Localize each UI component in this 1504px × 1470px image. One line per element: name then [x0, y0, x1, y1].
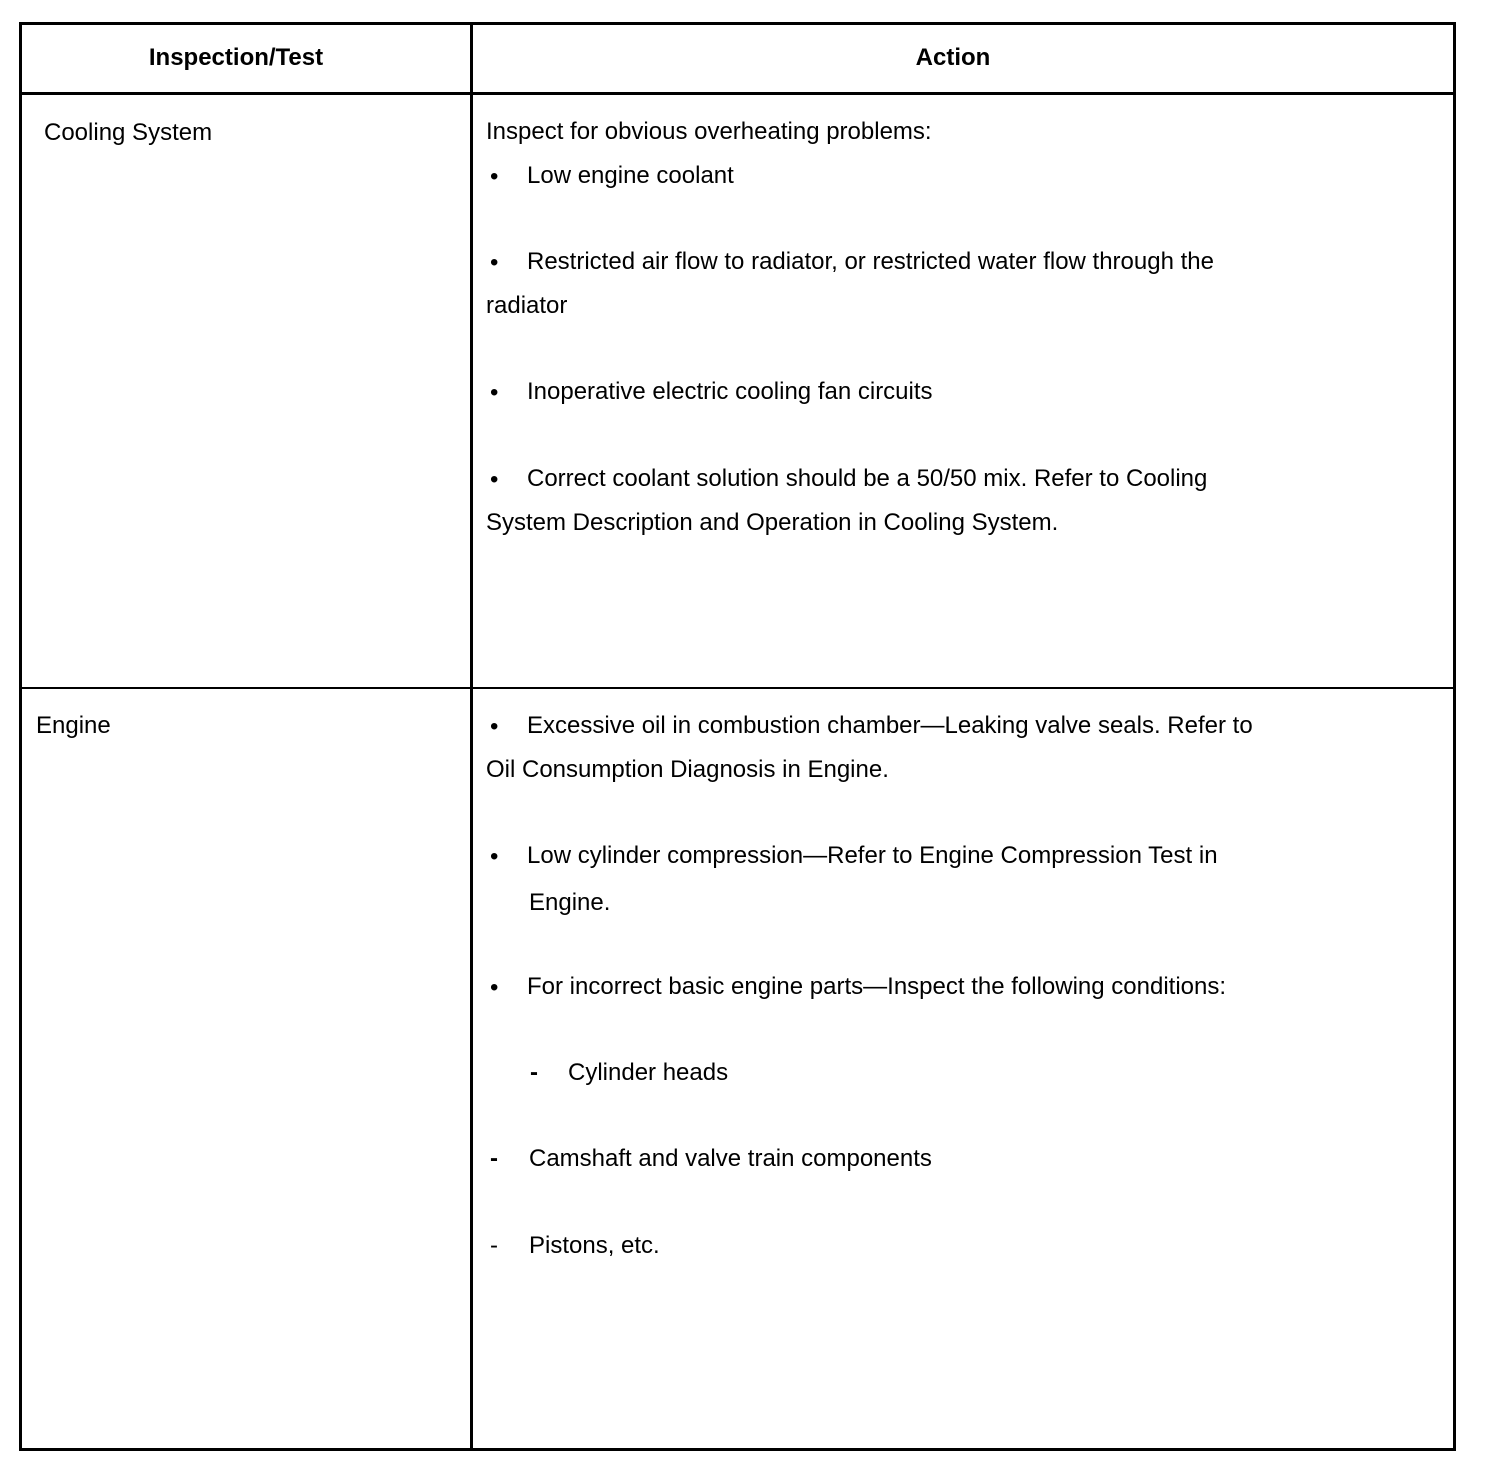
- cooling-item-fan-circuits: Inoperative electric cooling fan circuits: [527, 378, 933, 405]
- cooling-item-restricted-flow: Restricted air flow to radiator, or restricted water flow through the: [527, 248, 1214, 275]
- dash-marker: -: [530, 1059, 538, 1086]
- row-divider: [22, 687, 1453, 689]
- bullet-marker: •: [490, 843, 499, 870]
- bullet-marker: •: [490, 249, 499, 276]
- column-divider: [470, 25, 473, 1448]
- header-action: Action: [915, 44, 991, 71]
- bullet-marker: •: [490, 379, 499, 406]
- bullet-marker: •: [490, 466, 499, 493]
- cooling-intro: Inspect for obvious overheating problems:: [486, 118, 932, 145]
- header-inspection-test: Inspection/Test: [148, 44, 324, 71]
- engine-subitem-pistons: Pistons, etc.: [529, 1232, 660, 1259]
- cooling-item-low-coolant: Low engine coolant: [527, 162, 734, 189]
- row-label-cooling-system: Cooling System: [44, 119, 213, 146]
- engine-item-low-compression: Low cylinder compression—Refer to Engine Compression Test in: [527, 842, 1218, 869]
- row-label-engine: Engine: [36, 712, 111, 739]
- cooling-item-restricted-flow-cont: radiator: [486, 292, 568, 319]
- engine-item-excessive-oil-cont: Oil Consumption Diagnosis in Engine.: [486, 756, 889, 783]
- engine-item-low-compression-cont: Engine.: [529, 889, 611, 916]
- dash-marker: -: [490, 1232, 498, 1259]
- bullet-marker: •: [490, 974, 499, 1001]
- engine-subitem-camshaft: Camshaft and valve train components: [529, 1145, 932, 1172]
- bullet-marker: •: [490, 163, 499, 190]
- engine-subitem-cylinder-heads: Cylinder heads: [568, 1059, 729, 1086]
- cooling-item-coolant-solution-cont: System Description and Operation in Cooling System.: [486, 509, 1059, 536]
- bullet-marker: •: [490, 713, 499, 740]
- engine-item-excessive-oil: Excessive oil in combustion chamber—Leaking valve seals. Refer to: [527, 712, 1253, 739]
- engine-item-incorrect-parts: For incorrect basic engine parts—Inspect the following conditions:: [527, 973, 1227, 1000]
- cooling-item-coolant-solution: Correct coolant solution should be a 50/50 mix. Refer to Cooling: [527, 465, 1208, 492]
- dash-marker: -: [490, 1145, 498, 1172]
- header-divider: [22, 92, 1453, 95]
